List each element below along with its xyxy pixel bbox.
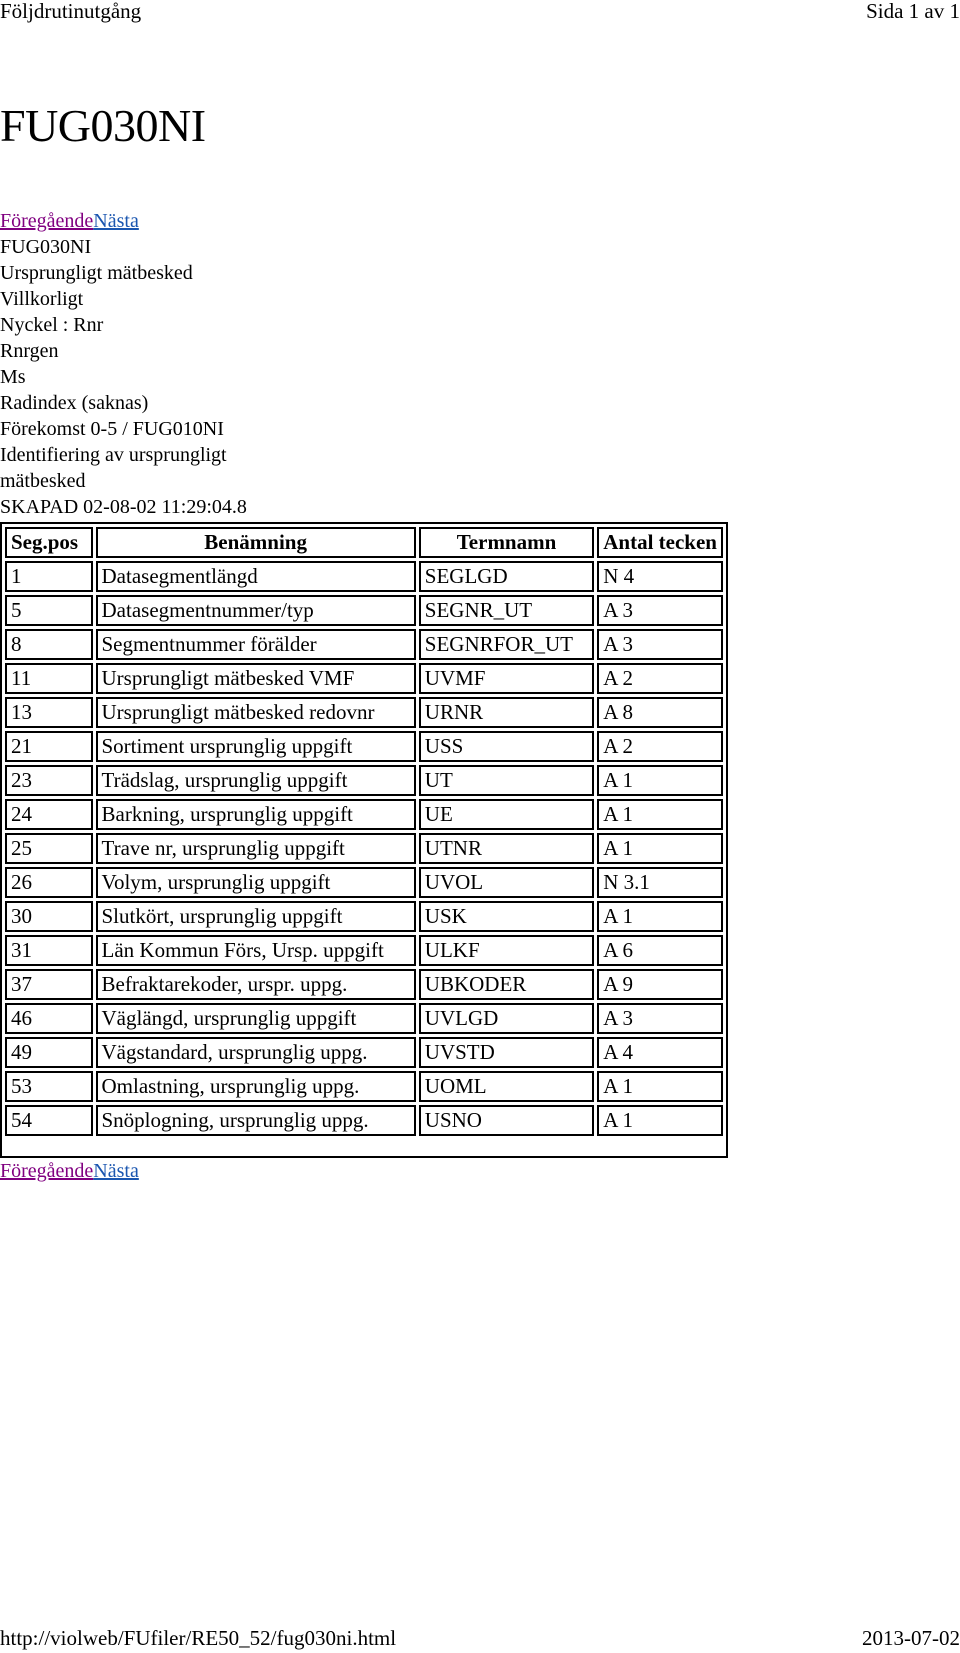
table-row [5,1003,723,1034]
table-row [5,1037,723,1068]
segment-info [0,234,300,520]
table-body [5,561,723,1136]
cell-segpos: 37 [5,969,93,1000]
table-row [5,629,723,660]
cell-antal-tecken: A 2 [597,663,723,694]
cell-segpos: 26 [5,867,93,898]
segment-table [2,524,726,1139]
top-navigation [0,208,139,234]
cell-segpos: 11 [5,663,93,694]
cell-segpos: 25 [5,833,93,864]
cell-antal-tecken: A 3 [597,629,723,660]
cell-segpos: 23 [5,765,93,796]
cell-antal-tecken: A 1 [597,1105,723,1136]
column-header-termnamn: Termnamn [419,527,594,558]
cell-benamning: Slutkört, ursprunglig uppgift [96,901,416,932]
cell-benamning: Län Kommun Förs, Ursp. uppgift [96,935,416,966]
cell-benamning: Volym, ursprunglig uppgift [96,867,416,898]
cell-benamning: Segmentnummer förälder [96,629,416,660]
cell-termnamn: USNO [419,1105,594,1136]
previous-link[interactable]: Föregående [0,210,94,232]
table-row [5,1105,723,1136]
cell-termnamn: SEGLGD [419,561,594,592]
cell-termnamn: SEGNR_UT [419,595,594,626]
info-line: Nyckel : Rnr [0,314,104,336]
cell-segpos: 24 [5,799,93,830]
info-line: mätbesked [0,470,86,492]
print-date: 2013-07-02 [862,1626,960,1650]
segment-table-frame [0,522,728,1158]
cell-termnamn: UVOL [419,867,594,898]
cell-antal-tecken: N 4 [597,561,723,592]
table-row [5,697,723,728]
cell-benamning: Väglängd, ursprunglig uppgift [96,1003,416,1034]
table-row [5,663,723,694]
info-line: Radindex (saknas) [0,392,149,414]
cell-termnamn: USS [419,731,594,762]
table-row [5,969,723,1000]
cell-benamning: Barkning, ursprunglig uppgift [96,799,416,830]
cell-segpos: 31 [5,935,93,966]
page-title: FUG030NI [0,100,206,151]
cell-termnamn: UVSTD [419,1037,594,1068]
next-link[interactable]: Nästa [93,210,139,232]
cell-segpos: 49 [5,1037,93,1068]
cell-benamning: Ursprungligt mätbesked VMF [96,663,416,694]
cell-benamning: Sortiment ursprunglig uppgift [96,731,416,762]
cell-termnamn: UVMF [419,663,594,694]
cell-termnamn: UBKODER [419,969,594,1000]
cell-segpos: 1 [5,561,93,592]
cell-benamning: Omlastning, ursprunglig uppg. [96,1071,416,1102]
table-row [5,833,723,864]
bottom-navigation [0,1158,139,1184]
source-url: http://violweb/FUfiler/RE50_52/fug030ni.html [0,1626,397,1650]
table-row [5,731,723,762]
cell-segpos: 30 [5,901,93,932]
cell-benamning: Trave nr, ursprunglig uppgift [96,833,416,864]
cell-termnamn: ULKF [419,935,594,966]
cell-termnamn: URNR [419,697,594,728]
column-header-antal-tecken: Antal tecken [597,527,723,558]
cell-benamning: Vägstandard, ursprunglig uppg. [96,1037,416,1068]
cell-termnamn: UT [419,765,594,796]
table-row [5,1071,723,1102]
info-line: FUG030NI [0,236,92,258]
info-line: Villkorligt [0,288,84,310]
cell-segpos: 5 [5,595,93,626]
cell-antal-tecken: A 3 [597,595,723,626]
print-footer [0,1625,960,1653]
cell-antal-tecken: A 3 [597,1003,723,1034]
cell-antal-tecken: A 2 [597,731,723,762]
cell-antal-tecken: A 1 [597,901,723,932]
cell-termnamn: UOML [419,1071,594,1102]
cell-segpos: 46 [5,1003,93,1034]
cell-antal-tecken: A 1 [597,765,723,796]
cell-antal-tecken: N 3.1 [597,867,723,898]
cell-segpos: 8 [5,629,93,660]
cell-termnamn: UVLGD [419,1003,594,1034]
cell-benamning: Trädslag, ursprunglig uppgift [96,765,416,796]
info-line: SKAPAD 02-08-02 11:29:04.8 [0,496,247,518]
cell-antal-tecken: A 4 [597,1037,723,1068]
table-row [5,799,723,830]
table-row [5,595,723,626]
cell-termnamn: SEGNRFOR_UT [419,629,594,660]
print-header [0,0,960,26]
table-row [5,867,723,898]
info-line: Förekomst 0-5 / FUG010NI [0,418,224,440]
cell-termnamn: UTNR [419,833,594,864]
page-indicator: Sida 1 av 1 [866,0,960,23]
cell-benamning: Ursprungligt mätbesked redovnr [96,697,416,728]
column-header-segpos: Seg.pos [5,527,93,558]
table-row [5,561,723,592]
info-line: Identifiering av ursprungligt [0,444,227,466]
previous-link[interactable]: Föregående [0,1160,94,1182]
cell-segpos: 53 [5,1071,93,1102]
table-row [5,935,723,966]
cell-antal-tecken: A 9 [597,969,723,1000]
cell-benamning: Datasegmentlängd [96,561,416,592]
cell-benamning: Snöplogning, ursprunglig uppg. [96,1105,416,1136]
info-line: Rnrgen [0,340,59,362]
cell-antal-tecken: A 1 [597,1071,723,1102]
info-line: Ursprungligt mätbesked [0,262,193,284]
info-line: Ms [0,366,26,388]
cell-benamning: Datasegmentnummer/typ [96,595,416,626]
cell-segpos: 13 [5,697,93,728]
cell-segpos: 21 [5,731,93,762]
cell-antal-tecken: A 8 [597,697,723,728]
print-header-title: Följdrutinutgång [0,0,142,23]
column-header-benamning: Benämning [96,527,416,558]
cell-antal-tecken: A 1 [597,799,723,830]
table-row [5,901,723,932]
cell-segpos: 54 [5,1105,93,1136]
table-row [5,765,723,796]
cell-antal-tecken: A 1 [597,833,723,864]
cell-termnamn: UE [419,799,594,830]
cell-termnamn: USK [419,901,594,932]
table-header-row [5,527,723,558]
cell-benamning: Befraktarekoder, urspr. uppg. [96,969,416,1000]
cell-antal-tecken: A 6 [597,935,723,966]
next-link[interactable]: Nästa [93,1160,139,1182]
